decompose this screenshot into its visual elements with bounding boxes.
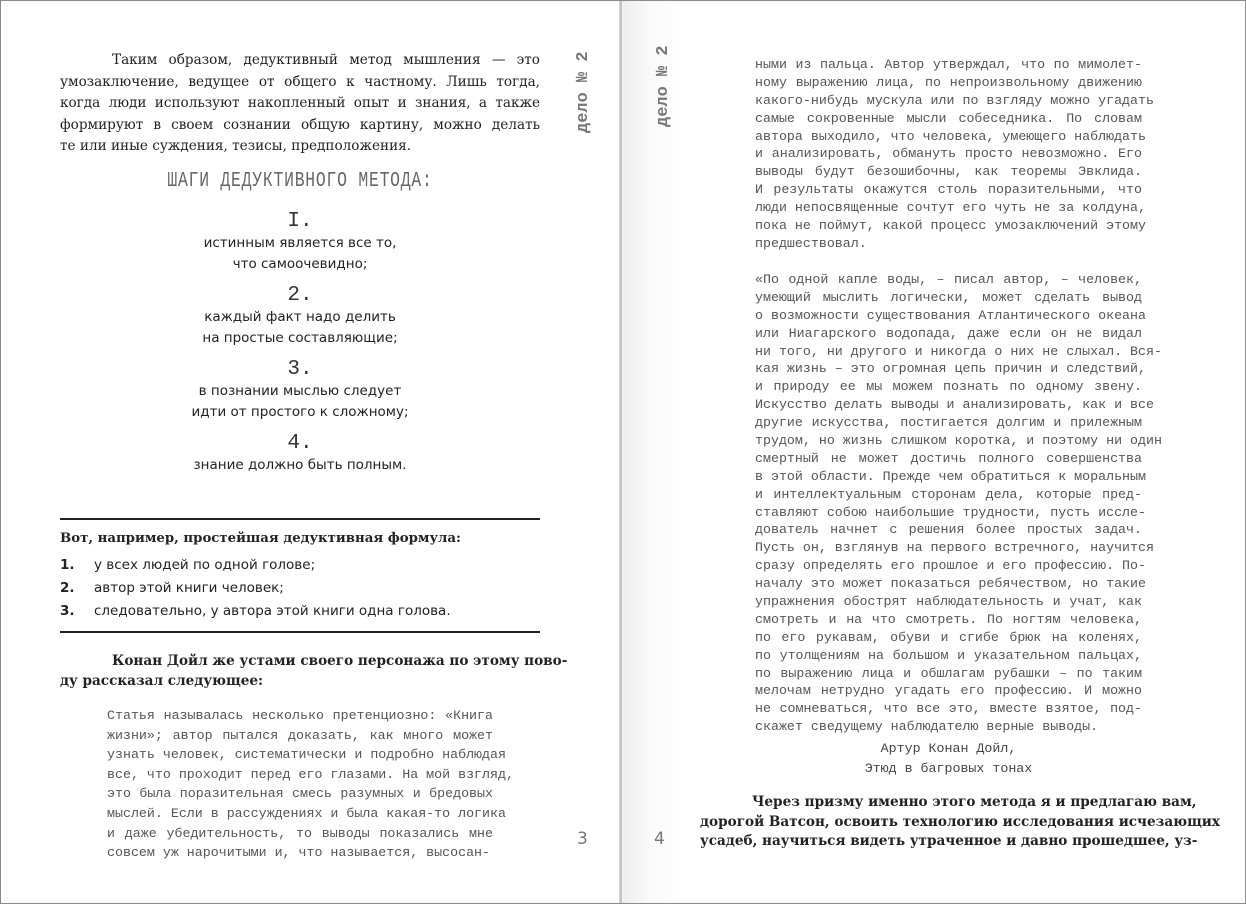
- step-text: идти от простого к сложному;: [191, 403, 409, 420]
- text-line: выводы будут безошибочны, как теоремы Эвклида.: [755, 164, 1142, 180]
- text-line: дователь начнет с решения более простых задач.: [755, 522, 1142, 538]
- text-line: трудом, но жизнь слишком коротка, и поэтому ни один: [755, 433, 1162, 449]
- text-line: и анализировать, обмануть просто невозможно. Его: [755, 146, 1142, 162]
- item-text: следовательно, у автора этой книги одна голова.: [94, 603, 451, 619]
- attribution-work: Этюд в багровых тонах: [864, 760, 1033, 776]
- step-number: 2.: [287, 284, 313, 307]
- item-number: 1.: [60, 557, 75, 573]
- text-line: дорогой Ватсон, освоить технологию исследования исчезающих: [700, 813, 1220, 830]
- closing-paragraph: [700, 793, 1220, 852]
- text-line: сразу определять его прошлое и его профессию. По-: [755, 558, 1146, 574]
- text-line: Статья называлась несколько претенциозно: «Книга: [107, 708, 493, 723]
- text-line: другие искусства, постигается долгим и прилежным: [755, 415, 1142, 431]
- text-line: Через призму именно этого метода я и предлагаю вам,: [752, 794, 1197, 810]
- item-number: 3.: [60, 603, 75, 619]
- text-line: Пусть он, взглянув на первого встречного, научится: [755, 540, 1154, 556]
- right-page: [622, 0, 1246, 904]
- text-line: Искусство делать выводы и анализировать, как и все: [755, 397, 1154, 413]
- text-line: усадеб, научиться видеть утраченное и давно прошедшее, уз-: [700, 833, 1198, 849]
- divider: [60, 631, 540, 633]
- text-line: смертный не может достичь полного совершенства: [755, 450, 1142, 466]
- text-line: в этой области. Прежде чем обратиться к моральным: [755, 468, 1146, 484]
- running-head: дело № 2: [654, 45, 673, 127]
- text-line: началу это может показаться ребячеством, но такие: [755, 576, 1146, 592]
- text-line: самые сокровенные мысли собеседника. По словам: [755, 110, 1142, 126]
- text-line: ни того, ни другого и никогда о них не слыхал. Вся-: [755, 343, 1162, 359]
- step-text: знание должно быть полным.: [193, 457, 407, 473]
- text-line: и природу ее мы можем познать по одному звену.: [755, 379, 1142, 395]
- formula-item: [60, 577, 540, 600]
- text-line: ному выражению лица, по непроизвольному движению: [755, 74, 1142, 90]
- steps-list: [60, 210, 540, 486]
- text-line: И результаты окажутся столь поразительными, что: [755, 182, 1142, 198]
- text-line: ставляют собою наибольшие трудности, пусть иссле-: [755, 504, 1146, 520]
- divider: [60, 518, 540, 520]
- text-line: умеющий мыслить логически, может сделать вывод: [755, 289, 1142, 305]
- quote-block: [107, 706, 514, 863]
- formula-list: [60, 554, 540, 623]
- formula-item: [60, 554, 540, 577]
- step-item: [60, 358, 540, 422]
- text-line: мелочам нетрудно угадать его профессию. И можно: [755, 683, 1142, 699]
- running-head: дело № 2: [574, 51, 593, 133]
- text-line: умозаключение, ведущее от общего к частному. Лишь тогда,: [60, 73, 540, 90]
- text-line: Конан Дойл же устами своего персонажа по этому пово-: [112, 653, 568, 669]
- text-line: это была поразительная смесь разумных и бредовых: [107, 786, 493, 802]
- text-line: не сомневаться, что все это, вместе взятое, под-: [755, 701, 1142, 717]
- text-line: по выражению лица и обшлагам рубашки – по таким: [755, 665, 1142, 681]
- text-line: и даже убедительность, то выводы показались мне: [107, 825, 493, 841]
- text-line: упражнения обострят наблюдательность и учат, как: [755, 594, 1142, 610]
- steps-heading: ШАГИ ДЕДУКТИВНОГО МЕТОДА:: [167, 170, 433, 193]
- text-line: предшествовал.: [755, 235, 867, 251]
- formula-item: [60, 600, 540, 623]
- text-line: пока не поймут, какой процесс умозаключений этому: [755, 218, 1146, 234]
- step-number: 3.: [287, 358, 313, 381]
- text-line: по утолщениям на большом и указательном пальцах,: [755, 647, 1142, 663]
- step-number: I.: [287, 210, 313, 233]
- item-text: у всех людей по одной голове;: [94, 557, 316, 573]
- page-number: 4: [654, 829, 665, 849]
- text-line: автора выходило, что человека, умеющего наблюдать: [755, 128, 1146, 144]
- quote-paragraph: [755, 271, 1162, 736]
- text-line: по его рукавам, обуви и сгибе брюк на коленях,: [755, 629, 1142, 645]
- attribution-author: Артур Конан Дойл,: [880, 741, 1017, 756]
- text-line: Таким образом, дедуктивный метод мышления — это: [112, 52, 540, 68]
- quote-paragraph: [755, 56, 1154, 253]
- text-line: формируют в своем сознании общую картину, можно делать: [60, 116, 540, 133]
- step-text: истинным является все то,: [203, 235, 397, 251]
- text-line: ными из пальца. Автор утверждал, что по мимолет-: [755, 57, 1142, 72]
- text-line: смотреть и на что смотреть. По ногтям человека,: [755, 611, 1142, 627]
- text-line: узнать человек, систематически и подробно наблюдая: [107, 747, 506, 763]
- text-line: о возможности существования Атлантического океана: [755, 307, 1146, 323]
- intro-paragraph: [60, 50, 540, 158]
- formula-title: Вот, например, простейшая дедуктивная формула:: [60, 531, 461, 546]
- step-text: каждый факт надо делить: [204, 309, 396, 325]
- item-text: автор этой книги человек;: [94, 580, 284, 596]
- text-line: мыслей. Если в рассуждениях и была какая-то логика: [107, 805, 506, 821]
- conan-paragraph: [60, 652, 568, 691]
- page-number: 3: [577, 829, 588, 849]
- item-number: 2.: [60, 580, 75, 596]
- text-line: все, что проходит перед его глазами. На мой взгляд,: [107, 766, 514, 782]
- step-text: в познании мыслью следует: [198, 383, 402, 399]
- text-line: какого-нибудь мускула или по взгляду можно угадать: [755, 92, 1154, 108]
- step-text: что самоочевидно;: [232, 255, 368, 272]
- step-item: [60, 284, 540, 348]
- step-item: [60, 210, 540, 274]
- step-number: 4.: [287, 432, 313, 455]
- text-line: те или иные суждения, тезисы, предположения.: [60, 138, 412, 154]
- text-line: жизни»; автор пытался доказать, как много может: [107, 727, 493, 743]
- text-line: скажет сведущему наблюдателю верные выводы.: [755, 719, 1099, 735]
- text-line: и интеллектуальным сторонам дела, которые пред-: [755, 486, 1142, 502]
- step-text: на простые составляющие;: [202, 329, 398, 346]
- text-line: или Ниагарского водопада, даже если он не видал: [755, 325, 1142, 341]
- attribution: [755, 739, 1142, 778]
- text-line: когда люди используют накопленный опыт и знания, а также: [60, 95, 540, 111]
- text-line: люди непосвященные сочтут его чуть не за колдуна,: [755, 200, 1146, 216]
- step-item: [60, 432, 540, 476]
- text-line: ду рассказал следующее:: [60, 672, 264, 689]
- left-page: [0, 0, 621, 904]
- text-line: совсем уж нарочитыми и, что называется, высосан-: [107, 845, 491, 861]
- text-line: кая жизнь – это огромная цепь причин и следствий,: [755, 361, 1146, 377]
- text-line: «По одной капле воды, – писал автор, – человек,: [755, 272, 1142, 287]
